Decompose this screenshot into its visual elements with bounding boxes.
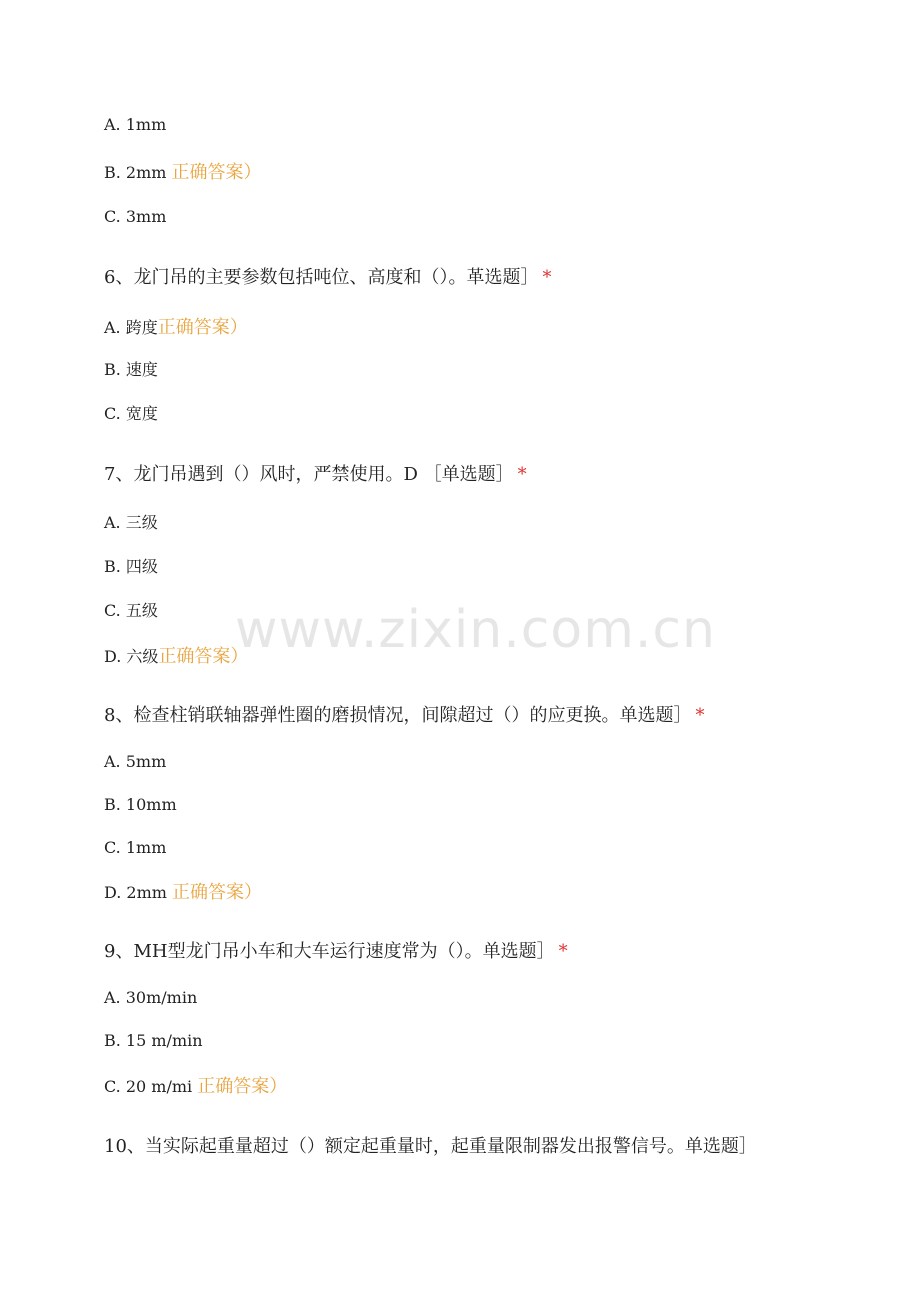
- option-text: C. 五级: [104, 601, 158, 620]
- option-text: B. 15 m/min: [104, 1031, 203, 1050]
- option-line: [104, 752, 166, 771]
- option-line: [104, 207, 166, 226]
- question-line: [104, 701, 704, 727]
- option-line: [104, 401, 158, 424]
- watermark: www.zixin.com.cn: [235, 600, 716, 660]
- option-line: [104, 988, 197, 1007]
- option-text: C. 1mm: [104, 838, 167, 857]
- question-line: [104, 263, 551, 289]
- required-star: *: [542, 267, 552, 288]
- option-line: [104, 115, 166, 134]
- question-line: [104, 937, 568, 963]
- option-text: A. 5mm: [104, 752, 167, 771]
- option-line: [104, 878, 262, 904]
- correct-answer-mark: 正确答案）: [171, 162, 262, 183]
- correct-answer-mark: 正确答案）: [172, 882, 263, 903]
- question-text: 7、龙门吊遇到（）风时，严禁使用。D ［单选题］: [104, 464, 514, 485]
- question-text: 10、当实际起重量超过（）额定起重量时，起重量限制器发出报警信号。单选题］: [104, 1136, 757, 1157]
- option-text: C. 宽度: [104, 404, 158, 423]
- correct-answer-mark: 正确答案）: [157, 317, 248, 338]
- option-line: [104, 795, 177, 814]
- option-line: [104, 1072, 287, 1098]
- question-text: 8、检查柱销联轴器弹性圈的磨损情况，间隙超过（）的应更换。单选题］: [104, 705, 692, 726]
- option-line: [104, 554, 158, 577]
- option-text: A. 跨度: [104, 318, 158, 337]
- required-star: *: [517, 464, 527, 485]
- option-text: B. 2mm: [104, 163, 167, 182]
- option-line: [104, 642, 248, 668]
- option-text: B. 速度: [104, 360, 158, 379]
- option-line: [104, 313, 248, 339]
- option-text: D. 六级: [104, 647, 159, 666]
- option-text: A. 1mm: [104, 115, 167, 134]
- option-line: [104, 838, 166, 857]
- option-text: C. 20 m/mi: [104, 1077, 193, 1096]
- correct-answer-mark: 正确答案）: [197, 1076, 288, 1097]
- option-text: D. 2mm: [104, 883, 167, 902]
- question-line: [104, 460, 527, 486]
- required-star: *: [695, 705, 705, 726]
- question-line: [104, 1132, 757, 1158]
- question-text: 6、龙门吊的主要参数包括吨位、高度和（）。革选题］: [104, 267, 539, 288]
- option-line: [104, 510, 158, 533]
- option-text: A. 三级: [104, 513, 158, 532]
- correct-answer-mark: 正确答案）: [158, 646, 249, 667]
- required-star: *: [558, 941, 568, 962]
- option-text: A. 30m/min: [104, 988, 198, 1007]
- option-line: [104, 158, 262, 184]
- option-text: C. 3mm: [104, 207, 167, 226]
- option-text: B. 四级: [104, 557, 158, 576]
- option-line: [104, 598, 158, 621]
- option-text: B. 10mm: [104, 795, 177, 814]
- option-line: [104, 1031, 203, 1050]
- question-text: 9、MH型龙门吊小车和大车运行速度常为（）。单选题］: [104, 941, 555, 962]
- option-line: [104, 357, 158, 380]
